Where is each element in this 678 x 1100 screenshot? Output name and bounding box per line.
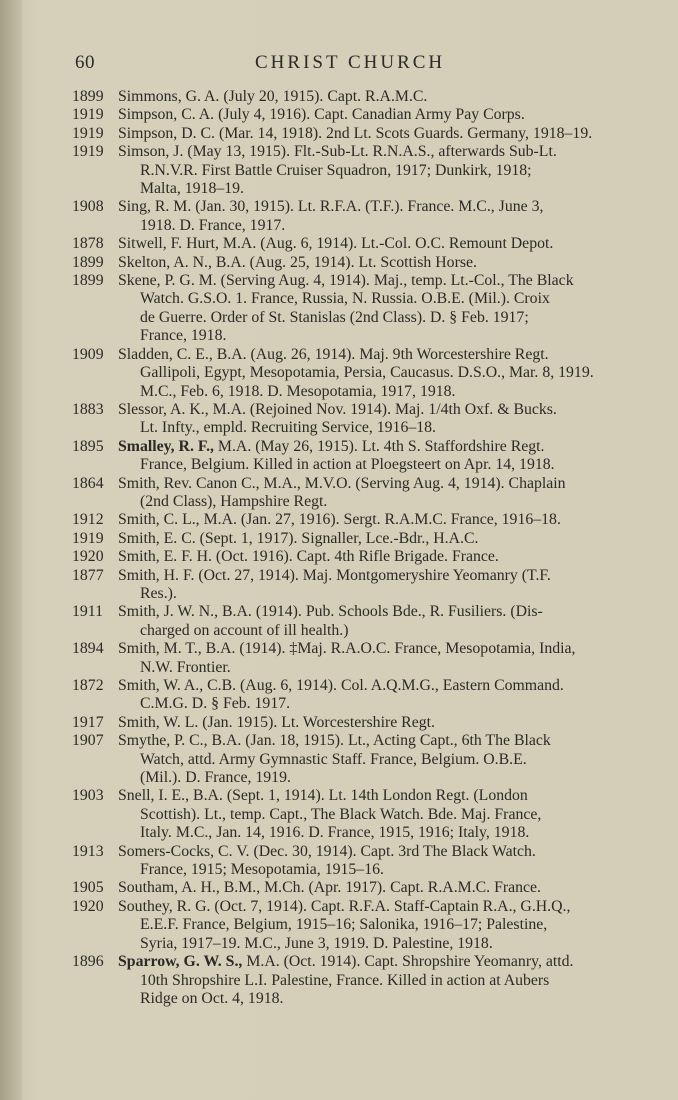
entry-first-line: Skene, P. G. M. (Serving Aug. 4, 1914). Maj., temp. Lt.-Col., The Black	[118, 272, 574, 290]
matriculation-year: 1911	[72, 603, 104, 621]
entry-continuation-line: 1918. D. France, 1917.	[140, 216, 286, 234]
entry-text	[118, 438, 644, 475]
entry-text	[118, 898, 644, 953]
entry-continuation-line: Gallipoli, Egypt, Mesopotamia, Persia, Caucasus. D.S.O., Mar. 8, 1919.	[140, 364, 594, 382]
entry-text	[118, 272, 644, 346]
entry-text	[118, 511, 644, 529]
entry-continuation-line: R.N.V.R. First Battle Cruiser Squadron, 1917; Dunkirk, 1918;	[140, 161, 532, 179]
entry-text	[118, 106, 644, 124]
matriculation-year: 1917	[72, 713, 104, 731]
entry-first-line: Smith, C. L., M.A. (Jan. 27, 1916). Sergt. R.A.M.C. France, 1916–18.	[118, 511, 561, 529]
entry-first-line: Smith, J. W. N., B.A. (1914). Pub. Schools Bde., R. Fusiliers. (Dis-	[118, 603, 543, 621]
matriculation-year: 1919	[72, 124, 104, 142]
entry-continuation-line: Ridge on Oct. 4, 1918.	[140, 989, 284, 1007]
fallen-name: Sparrow, G. W. S.,	[118, 953, 243, 971]
entry-first-line	[118, 953, 644, 971]
matriculation-year: 1899	[72, 272, 104, 290]
matriculation-year: 1912	[72, 511, 104, 529]
entry-text	[118, 401, 644, 438]
matriculation-year: 1919	[72, 529, 104, 547]
entry-first-line: Skelton, A. N., B.A. (Aug. 25, 1914). Lt. Scottish Horse.	[118, 253, 477, 271]
entry-first-line: Smith, H. F. (Oct. 27, 1914). Maj. Montgomeryshire Yeomanry (T.F.	[118, 566, 551, 584]
service-entry	[72, 88, 644, 106]
entry-first-line: Smith, E. F. H. (Oct. 1916). Capt. 4th Rifle Brigade. France.	[118, 548, 499, 566]
service-entry	[72, 401, 644, 438]
matriculation-year: 1908	[72, 198, 104, 216]
service-entry	[72, 603, 644, 640]
entry-text	[118, 346, 644, 401]
entry-text	[118, 143, 644, 198]
entry-continuation-line: (2nd Class), Hampshire Regt.	[140, 492, 328, 510]
service-entry	[72, 272, 644, 346]
service-entry	[72, 879, 644, 897]
entry-text	[118, 254, 644, 272]
entry-first-line: Sitwell, F. Hurt, M.A. (Aug. 6, 1914). Lt.-Col. O.C. Remount Depot.	[118, 235, 554, 253]
entry-text	[118, 198, 644, 235]
entry-continuation-line: Watch. G.S.O. 1. France, Russia, N. Russia. O.B.E. (Mil.). Croix	[140, 290, 550, 308]
entry-continuation-line: Italy. M.C., Jan. 14, 1916. D. France, 1915, 1916; Italy, 1918.	[140, 824, 530, 842]
entry-continuation-line: C.M.G. D. § Feb. 1917.	[140, 695, 291, 713]
entry-first-line: Simson, J. (May 13, 1915). Flt.-Sub-Lt. R.N.A.S., afterwards Sub-Lt.	[118, 143, 557, 161]
service-entry	[72, 511, 644, 529]
entry-first-line: Somers-Cocks, C. V. (Dec. 30, 1914). Capt. 3rd The Black Watch.	[118, 842, 536, 860]
page-header	[75, 52, 655, 76]
entry-text	[118, 530, 644, 548]
matriculation-year: 1903	[72, 787, 104, 805]
matriculation-year: 1894	[72, 640, 104, 658]
entry-continuation-line: Lt. Infty., empld. Recruiting Service, 1916–18.	[140, 419, 436, 437]
page-number: 60	[75, 52, 95, 73]
matriculation-year: 1919	[72, 143, 104, 161]
entry-first-line: Slessor, A. K., M.A. (Rejoined Nov. 1914). Maj. 1/4th Oxf. & Bucks.	[118, 400, 557, 418]
entry-first-line: Southey, R. G. (Oct. 7, 1914). Capt. R.F.A. Staff-Captain R.A., G.H.Q.,	[118, 897, 571, 915]
entry-first-line: Smith, E. C. (Sept. 1, 1917). Signaller, Lce.-Bdr., H.A.C.	[118, 529, 479, 547]
book-spine-shadow	[0, 0, 22, 1100]
matriculation-year: 1907	[72, 732, 104, 750]
service-entry	[72, 254, 644, 272]
entry-text	[118, 953, 644, 1008]
matriculation-year: 1895	[72, 437, 104, 455]
entry-continuation-line: Watch, attd. Army Gymnastic Staff. France, Belgium. O.B.E.	[140, 750, 527, 768]
entry-text	[118, 548, 644, 566]
entry-text	[118, 677, 644, 714]
entry-first-line: Southam, A. H., B.M., M.Ch. (Apr. 1917). Capt. R.A.M.C. France.	[118, 879, 542, 897]
service-entry	[72, 125, 644, 143]
entry-first-line: Smith, Rev. Canon C., M.A., M.V.O. (Serving Aug. 4, 1914). Chaplain	[118, 474, 566, 492]
entry-text	[118, 732, 644, 787]
service-entry	[72, 898, 644, 953]
matriculation-year: 1899	[72, 88, 104, 105]
matriculation-year: 1896	[72, 953, 104, 971]
entry-text	[118, 567, 644, 604]
service-entry	[72, 235, 644, 253]
entry-continuation-line: N.W. Frontier.	[140, 658, 231, 676]
service-entry	[72, 732, 644, 787]
service-entry	[72, 677, 644, 714]
service-entry	[72, 953, 644, 1008]
entry-continuation-line: M.C., Feb. 6, 1918. D. Mesopotamia, 1917, 1918.	[140, 382, 456, 400]
matriculation-year: 1920	[72, 548, 104, 566]
service-entry	[72, 198, 644, 235]
entry-text	[118, 235, 644, 253]
entry-continuation-line: charged on account of ill health.)	[140, 621, 349, 639]
entry-first-line: Simmons, G. A. (July 20, 1915). Capt. R.A.M.C.	[118, 88, 428, 105]
service-entry	[72, 787, 644, 842]
fallen-name: Smalley, R. F.,	[118, 437, 214, 455]
matriculation-year: 1883	[72, 400, 104, 418]
entry-text	[118, 787, 644, 842]
entry-first-line: Smith, W. A., C.B. (Aug. 6, 1914). Col. A.Q.M.G., Eastern Command.	[118, 677, 564, 694]
entry-continuation-line: France, 1915; Mesopotamia, 1915–16.	[140, 861, 384, 879]
service-entry	[72, 106, 644, 124]
entry-continuation-line: (Mil.). D. France, 1919.	[140, 769, 291, 787]
entry-first-line	[118, 438, 644, 456]
service-entry	[72, 640, 644, 677]
entry-first-line: Sladden, C. E., B.A. (Aug. 26, 1914). Maj. 9th Worcestershire Regt.	[118, 345, 549, 363]
entry-text	[118, 640, 644, 677]
entry-text	[118, 603, 644, 640]
entry-line-text: M.A. (May 26, 1915). Lt. 4th S. Staffordshire Regt.	[213, 437, 545, 455]
entry-text	[118, 843, 644, 880]
entry-continuation-line: Res.).	[140, 584, 177, 602]
entry-text	[118, 714, 644, 732]
entry-continuation-line: Scottish). Lt., temp. Capt., The Black Watch. Bde. Maj. France,	[140, 805, 542, 823]
matriculation-year: 1864	[72, 474, 104, 492]
entry-text	[118, 88, 644, 106]
service-entry	[72, 530, 644, 548]
entry-continuation-line: France, Belgium. Killed in action at Ploegsteert on Apr. 14, 1918.	[140, 456, 555, 474]
entry-first-line: Smith, W. L. (Jan. 1915). Lt. Worcestershire Regt.	[118, 713, 435, 731]
entry-first-line: Sing, R. M. (Jan. 30, 1915). Lt. R.F.A. (T.F.). France. M.C., June 3,	[118, 198, 544, 216]
matriculation-year: 1913	[72, 842, 104, 860]
matriculation-year: 1909	[72, 345, 104, 363]
entry-first-line: Simpson, D. C. (Mar. 14, 1918). 2nd Lt. Scots Guards. Germany, 1918–19.	[118, 124, 593, 142]
matriculation-year: 1877	[72, 566, 104, 584]
matriculation-year: 1872	[72, 677, 104, 694]
entry-text	[118, 125, 644, 143]
matriculation-year: 1919	[72, 106, 104, 124]
entry-line-text: M.A. (Oct. 1914). Capt. Shropshire Yeomanry, attd.	[242, 953, 574, 971]
entry-first-line: Smith, M. T., B.A. (1914). ‡Maj. R.A.O.C. France, Mesopotamia, India,	[118, 640, 576, 658]
entry-continuation-line: Malta, 1918–19.	[140, 180, 244, 198]
entry-continuation-line: de Guerre. Order of St. Stanislas (2nd Class). D. § Feb. 1917;	[140, 308, 529, 326]
entry-first-line: Smythe, P. C., B.A. (Jan. 18, 1915). Lt., Acting Capt., 6th The Black	[118, 732, 551, 750]
service-entry	[72, 143, 644, 198]
service-entry	[72, 475, 644, 512]
service-entry	[72, 548, 644, 566]
entry-continuation-line: France, 1918.	[140, 327, 227, 345]
service-entry	[72, 567, 644, 604]
entry-text	[118, 879, 644, 897]
matriculation-year: 1920	[72, 897, 104, 915]
matriculation-year: 1899	[72, 253, 104, 271]
roll-of-service-list	[72, 88, 644, 1008]
entry-first-line: Simpson, C. A. (July 4, 1916). Capt. Canadian Army Pay Corps.	[118, 106, 525, 124]
entry-continuation-line: 10th Shropshire L.I. Palestine, France. Killed in action at Aubers	[140, 971, 550, 989]
entry-continuation-line: Syria, 1917–19. M.C., June 3, 1919. D. Palestine, 1918.	[140, 934, 493, 952]
service-entry	[72, 714, 644, 732]
entry-text	[118, 475, 644, 512]
running-head: CHRIST CHURCH	[255, 52, 446, 73]
matriculation-year: 1878	[72, 235, 104, 253]
matriculation-year: 1905	[72, 879, 104, 897]
service-entry	[72, 346, 644, 401]
entry-first-line: Snell, I. E., B.A. (Sept. 1, 1914). Lt. 14th London Regt. (London	[118, 787, 528, 805]
entry-continuation-line: E.E.F. France, Belgium, 1915–16; Salonika, 1916–17; Palestine,	[140, 916, 548, 934]
service-entry	[72, 843, 644, 880]
service-entry	[72, 438, 644, 475]
